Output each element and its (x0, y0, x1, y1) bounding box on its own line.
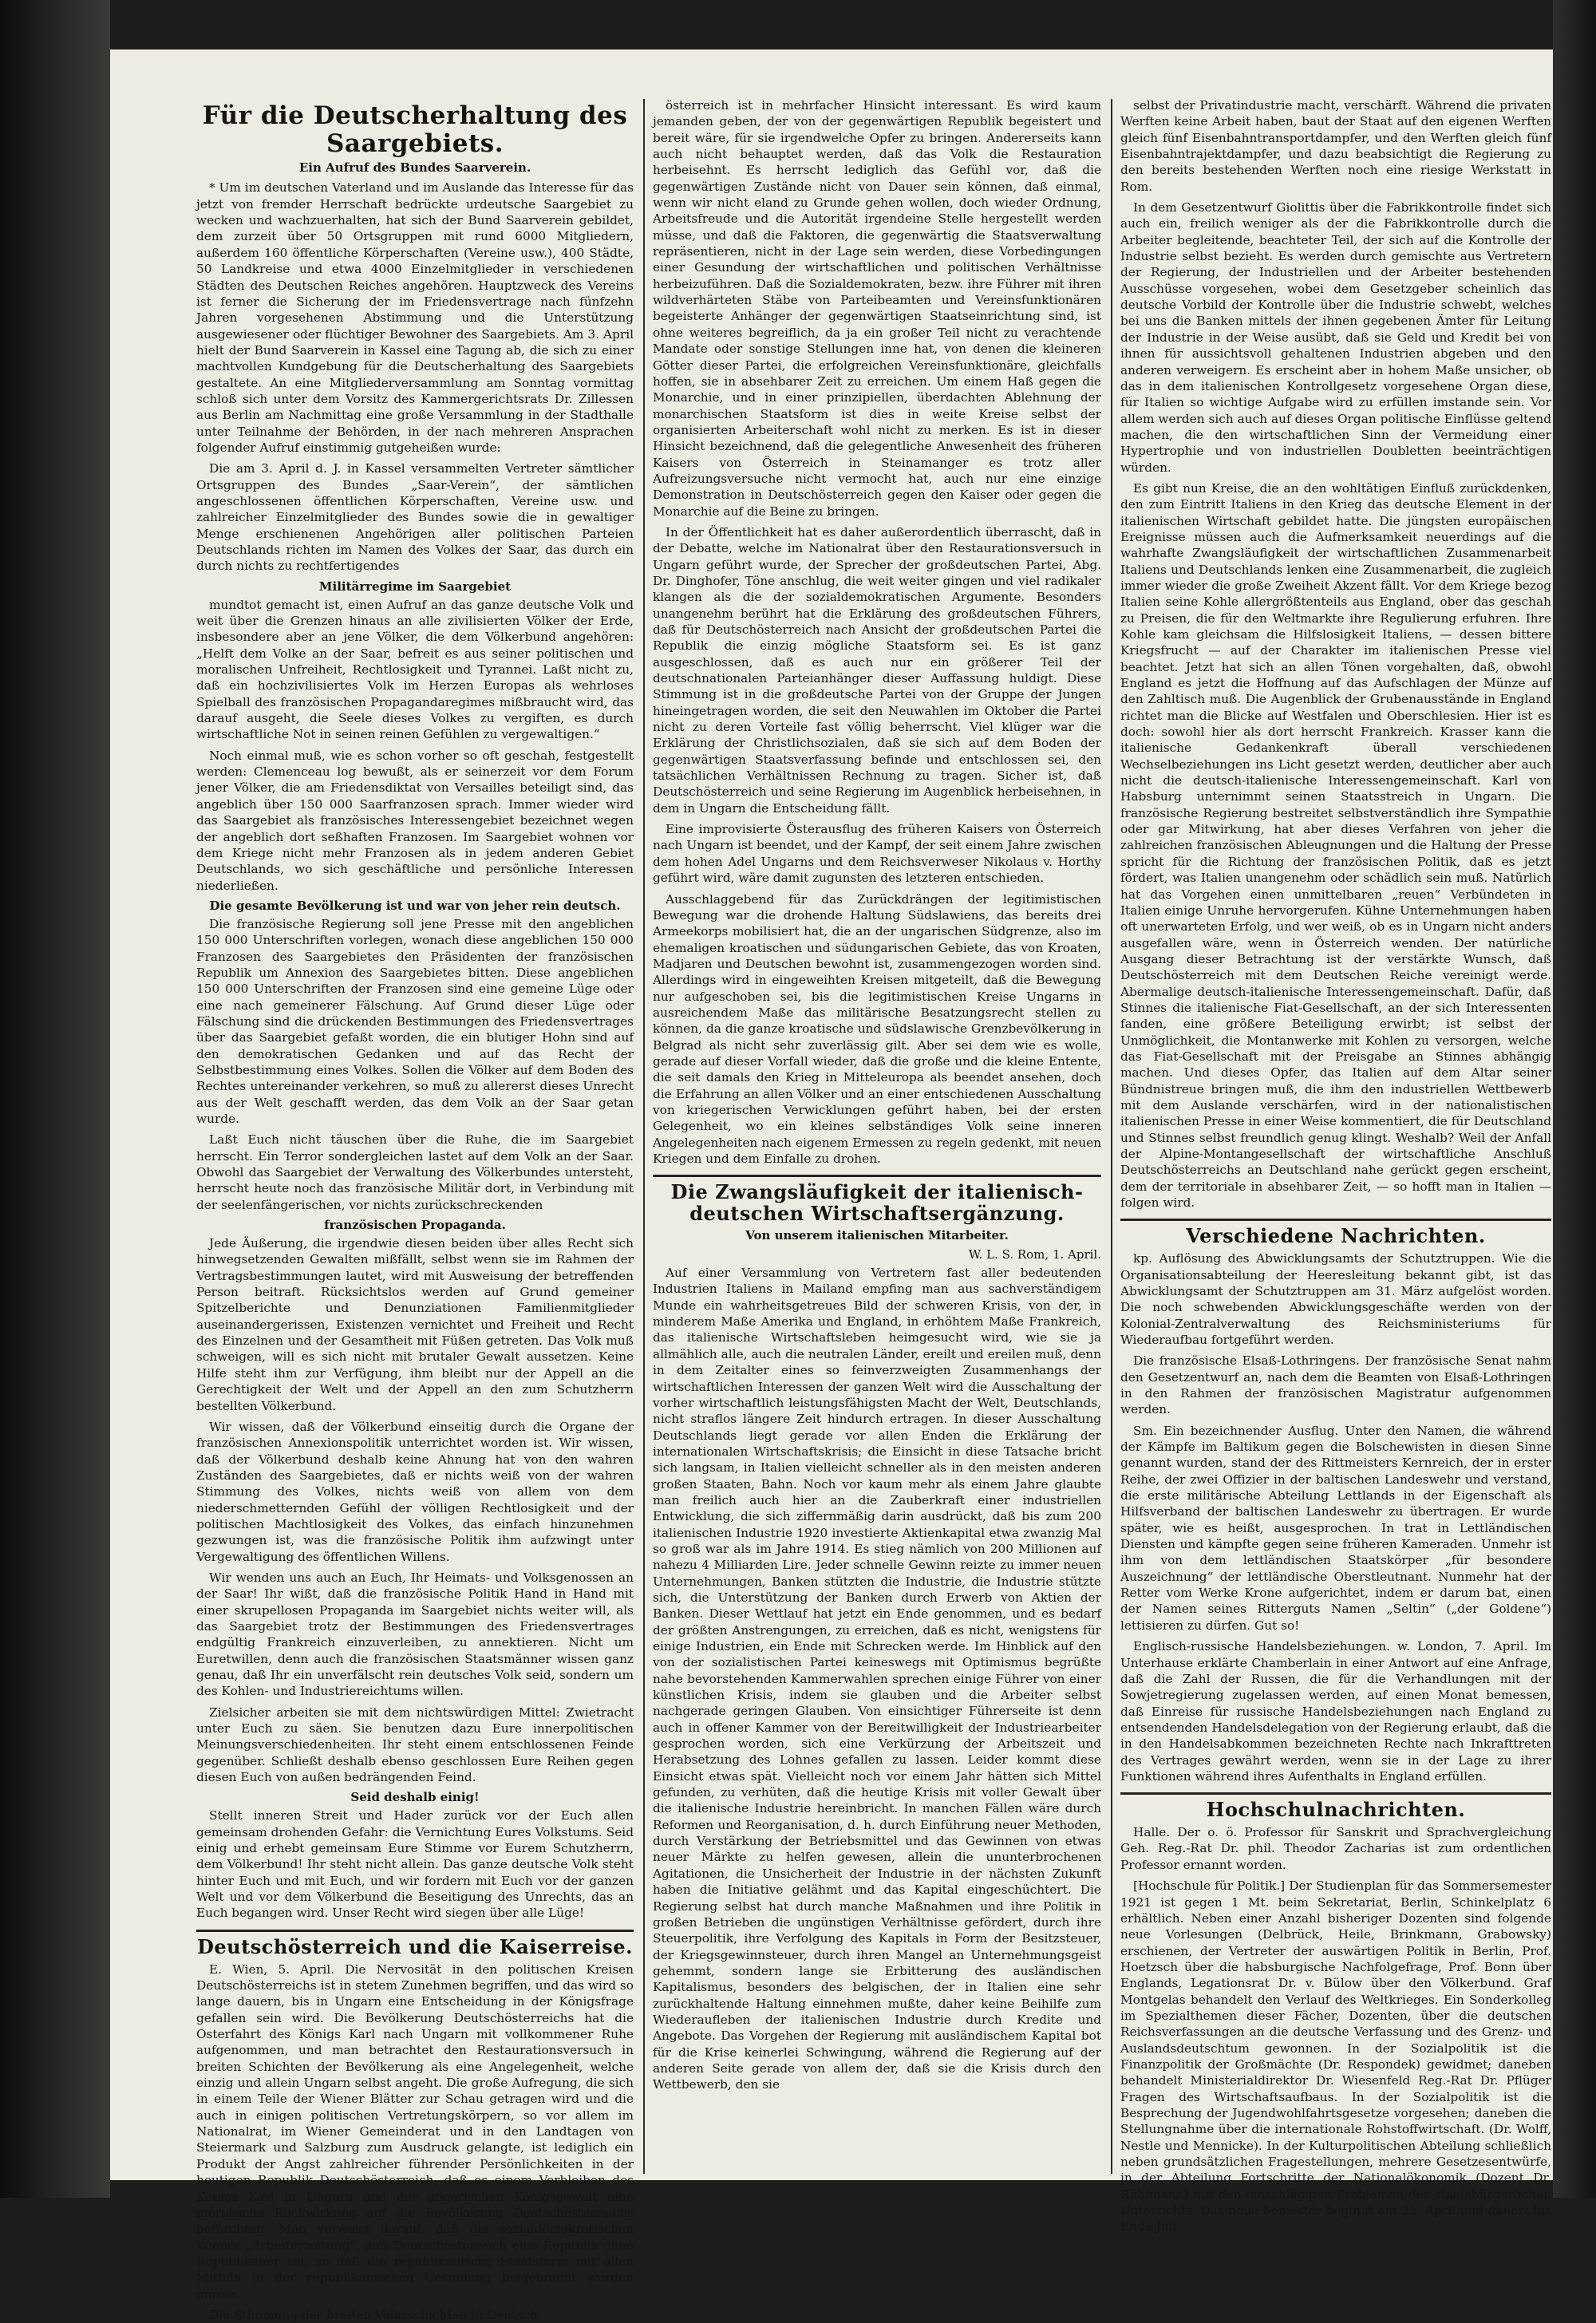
column-2 (653, 97, 1101, 2180)
byline: Von unserem italienischen Mitarbeiter. (745, 1228, 1009, 1243)
newspaper-page (110, 49, 1553, 2322)
headline-nachrichten: Verschiedene Nachrichten. (1186, 1224, 1486, 1248)
column-rule (1111, 99, 1112, 2174)
section-heading: Militärregime im Saargebiet (318, 579, 512, 594)
column-rule (643, 99, 645, 2174)
news-item: Sm. Ein bezeichnender Ausflug. Unter den Namen, die während der Kämpfe im Baltikum gegen die Bolschewisten in diesen Sinne genannt wurden, stand der des Rittmeisters Kernreich, der in erster Reihe, der zwei Offizier in der baltischen Landeswehr und verstand, die erste militärische Abteilung Lettlands in der Eigenschaft als Hilfsverband der baltischen Landeswehr zu übertragen. Er wurde später, wie es heißt, ausgesprochen. In trat in Lettländischen Diensten und kämpfte gegen seine früheren Kameraden. Unmehr ist ihm von dem lettländischen Staatskörper „für besondere Auszeichnung“ der lettländische Oberstleutnant. Nunmehr hat der Retter vom Werke Krone aufgerichtet, indem er darum bat, einen der Namen seines Ritterguts Namen „Seltin“ („der Goldene“) lettisieren zu dürfen. Gut so! (1120, 1423, 1551, 1633)
paragraph: Die am 3. April d. J. in Kassel versammelten Vertreter sämtlicher Ortsgruppen des Bundes „Saar-Verein“, der sämtlichen angeschlossenen öffentlichen Körperschaften, Vereine usw. und zahlreicher Einzelmitglieder des Bundes sowie die in gewaltiger Menge erschienenen Angehörigen aller politischen Parteien Deutschlands richten im Namen des Volkes der Saar, das durch ein durch nichts zu rechtfertigendes (196, 461, 634, 574)
paragraph: Ausschlaggebend für das Zurückdrängen der legitimistischen Bewegung war die drohende Haltung Südslawiens, das bereits drei Armeekorps mobilisiert hat, die an der ungarischen Südgrenze, also im ehemaligen kroatischen und südungarischen Gebiete, das von Kroaten, Madjaren und Deutschen bewohnt ist, zusammengezogen worden sind. Allerdings wird in eingeweihten Kreisen mitgeteilt, daß die Bewegung nur aufgeschoben sei, bis die legitimistischen Kreise Ungarns in ausreichendem Maße das militärische Besatzungsrecht stellen zu können, da die ganze kroatische und südslawische Grenzbevölkerung in Belgrad als nicht sehr zuverlässig gilt. Aber sei dem wie es wolle, gerade auf dieser Vorfall wieder, daß die große und die kleine Entente, die seit damals den Krieg in Mitteleuropa als beendet ansehen, doch die Erfahrung an allen Völker und an einer entschiedenen Ausschaltung von kriegerischen Verwicklungen geführt haben, bei der ersten Gelegenheit, wo ein kleines selbständiges Volk seine inneren Angelegenheiten nach eigenem Ermessen zu regeln gedenkt, mit neuen Kriegen und dem Einfalle zu drohen. (653, 891, 1101, 1166)
headline-saargebiet: Für die Deutscherhaltung des Saargebiets. (202, 101, 628, 158)
subheadline: Ein Aufruf des Bundes Saarverein. (298, 160, 531, 176)
paragraph: Die französische Regierung soll jene Presse mit den angeblichen 150 000 Unterschriften vorlegen, wonach diese angeblichen 150 000 Franzosen des Saargebietes den Präsidenten der französischen Republik um Annexion des Saargebietes bitten. Diese angeblichen 150 000 Unterschriften der Franzosen sind eine gemeine Lüge oder eine nach gemeinerer Fälschung. Auf Grund dieser Lüge oder Fälschung sind die drückenden Bestimmungen des Friedensvertrages über das Saargebiet gefaßt worden, die ein blutiger Hohn sind auf den demokratischen Gedanken und auf das Recht der Selbstbestimmung eines Volkes. Sollen die Völker auf dem Boden des Rechtes untereinander verkehren, so muß zu allererst dieses Unrecht aus der Welt geschafft werden, das dem Volk an der Saar getan wurde. (196, 916, 634, 1126)
paragraph: Zielsicher arbeiten sie mit dem nichtswürdigen Mittel: Zwietracht unter Euch zu säen. Sie benutzen dazu Eure innerpolitischen Meinungsverschiedenheiten. Ihr steht einem entschlossenen Feinde gegenüber. Schließt deshalb ebenso geschlossen Eure Reihen gegen diesen Euch von außen bedrängenden Feind. (196, 1705, 634, 1785)
paragraph: Wir wissen, daß der Völkerbund einseitig durch die Organe der französischen Annexionspolitik unterrichtet worden ist. Wir wissen, daß der Völkerbund deshalb keine Ahnung hat von den wahren Zuständen des Saargebietes, daß er nichts weiß von der wahren Stimmung des Volkes, nichts weiß von allem von dem niederschmetternden Gefühl der völligen Rechtlosigkeit und der politischen Machtlosigkeit des Volkes, das einfach hinzunehmen gezwungen ist, was die französische Politik ihm aufzwingt unter Vergewaltigung des öffentlichen Willens. (196, 1419, 634, 1564)
paragraph: mundtot gemacht ist, einen Aufruf an das ganze deutsche Volk und weit über die Grenzen hinaus an alle zivilisierten Völker der Erde, insbesondere aber an jene Völker, die dem Völkerbund angehören: „Helft dem Volke an der Saar, befreit es aus seiner politischen und moralischen Unfreiheit, Rechtlosigkeit und Tyrannei. Laßt nicht zu, daß ein hochzivilisiertes Volk im Herzen Europas als wehrloses Spielball des französischen Propagandaregimes mißbraucht wird, das darauf ausgeht, die Seele dieses Volkes zu vergiften, es durch wirtschaftliche Not in seinen reinen Gefühlen zu vergewaltigen.“ (196, 597, 634, 742)
paragraph: Laßt Euch nicht täuschen über die Ruhe, die im Saargebiet herrscht. Ein Terror sondergleichen lastet auf dem Volk an der Saar. Obwohl das Saargebiet der Verwaltung des Völkerbundes untersteht, herrscht heute noch das französische Militär dort, in Verbindung mit der seelenfängerischen, vor nichts zurückschreckenden (196, 1132, 634, 1212)
paragraph: Stellt inneren Streit und Hader zurück vor der Euch allen gemeinsam drohenden Gefahr: die Vernichtung Eures Volkstums. Seid einig und erhebt gemeinsam Eure Stimme vor Eurem Schutzherrn, dem Völkerbund! Ihr steht nicht allein. Das ganze deutsche Volk steht hinter Euch und mit Euch, und wir fordern mit Euch vor der ganzen Welt und vor dem Völkerbund die Beseitigung des Unrechts, das an Euch begangen wird. Unser Recht wird siegen über alle Lüge! (196, 1808, 634, 1921)
news-item: kp. Auflösung des Abwicklungsamts der Schutztruppen. Wie die Organisationsabteilung der Heeresleitung bekannt gibt, ist das Abwicklungsamt der Schutztruppen am 31. März aufgelöst worden. Die noch schwebenden Abwicklungsgeschäfte werden von der Kolonial-Zentralverwaltung des Reichsministeriums für Wiederaufbau fortgeführt werden. (1120, 1251, 1551, 1347)
paragraph: E. Wien, 5. April. Die Nervosität in den politischen Kreisen Deutschösterreichs ist in stetem Zunehmen begriffen, und das wird so lange dauern, bis in Ungarn eine Entscheidung in der Königsfrage gefallen sein wird. Die Bevölkerung Deutschösterreichs hat die Osterfahrt des Königs Karl nach Ungarn mit vollkommener Ruhe aufgenommen, und man betrachtet den Restaurationsversuch in breiten Schichten der Bevölkerung als eine Angelegenheit, welche einzig und allein Ungarn selbst angeht. Die große Aufregung, die sich in einem Teile der Wiener Blätter zur Schau getragen wird und die auch in einigen politischen Vertretungskörpern, so vor allem im Nationalrat, im Wiener Gemeinderat und in den Landtagen von Steiermark und Salzburg zum Ausdruck gelangte, ist lediglich ein Produkt der Angst zahlreicher führender Persönlichkeiten in der heutigen Republik Deutschösterreich, daß es einem Verbleiben des Königs Karl in Ungarn und der ungarischen Königsgewalt eine moralische Rückwirkung auf die Bevölkerung Deutschösterreichs befürchten. Man verweist darauf, daß die sozialdemokratischen Wiener „Arbeiterzeitung“, daß Deutschösterreich eine Republik ohne Republikaner sei, so daß die republikanische Staatsform mit allen Mitteln in der republikanischen Gesinnung beigebracht werden müsse. (196, 1962, 634, 2301)
news-item: Halle. Der o. ö. Professor für Sanskrit und Sprachvergleichung Geh. Reg.-Rat Dr. phil. Theodor Zacharias ist zum ordentlichen Professor ernannt worden. (1120, 1825, 1551, 1872)
paragraph: * Um im deutschen Vaterland und im Auslande das Interesse für das jetzt von fremder Herrschaft bedrückte urdeutsche Saargebiet zu wecken und wachzuerhalten, hat sich der Bund Saarverein gebildet, dem zurzeit über 50 Ortsgruppen mit rund 6000 Mitgliedern, außerdem 160 öffentliche Körperschaften (Vereine usw.), 400 Städte, 50 Landkreise und etwa 4000 Einzelmitglieder in verschiedenen Städten des Deutschen Reiches angehören. Hauptzweck des Vereins ist ferner die Sicherung der im Friedensvertrage nach fünfzehn Jahren vorgesehenen Abstimmung und die Unterstützung ausgewiesener oder flüchtiger Bewohner des Saargebiets. Am 3. April hielt der Bund Saarverein in Kassel eine Tagung ab, die sich zu einer machtvollen Kundgebung für die Deutscherhaltung des Saargebiets gestaltete. An eine Mitgliederversammlung am Sonntag vormittag schloß sich unter dem Vorsitz des Kammergerichtsrats Dr. Zillessen aus Berlin am Nachmittag eine große Versammlung in der Stadthalle unter Teilnahme der Behörden, in der nach mehreren Ansprachen folgender Aufruf einstimmig gutgeheißen wurde: (196, 180, 634, 455)
headline-italien: Die Zwangsläufigkeit der italienisch-deutschen Wirtschaftsergänzung. (670, 1180, 1084, 1226)
section-heading: Die gesamte Bevölkerung ist und war von jeher rein deutsch. (209, 898, 621, 913)
book-binding-edge (0, 0, 110, 2198)
paragraph: österreich ist in mehrfacher Hinsicht interessant. Es wird kaum jemanden geben, der von der gegenwärtigen Republik begeistert und bereit wäre, für sie irgendwelche Opfer zu bringen. Andererseits kann auch nicht behauptet werden, daß das Volk die Restauration herbeisehnt. Es herrscht lediglich das Gefühl vor, daß die gegenwärtigen Zustände nicht von Dauer sein können, daß einmal, wenn wir nicht eland zu Grunde gehen wollen, doch wieder Ordnung, Arbeitsfreude und die Autorität irgendeine Stelle hergestellt werden müsse, und daß die Faktoren, die gegenwärtig die Staatsverwaltung repräsentieren, nicht in der Lage sein werden, diese Vorbedingungen einer Gesundung der wirtschaftlichen und politischen Verhältnisse herbeizuführen. Daß die Sozialdemokraten, bezw. ihre Führer mit ihren wildverhärteten Stäbe von Parteibeamten und Vereinsfunktionären begeisterte Anhänger der gegenwärtigen Staatseinrichtung sind, ist ohne weiteres begreiflich, da ja ein großer Teil nicht zu verachtende Mandate oder sonstige Stellungen inne hat, von denen die kleineren Götter dieser Partei, die erfolgreichen Vereinsfunktionäre, gleichfalls hoffen, sie in absehbarer Zeit zu erreichen. Um einem Haß gegen die Monarchie, und in einer prinzipiellen, überdachten Ablehnung der monarchischen Staatsform ist dies in weite Kreise selbst der organisierten Arbeiterschaft wohl nicht zu merken. Es ist in dieser Hinsicht bezeichnend, daß die gelegentliche Anwesenheit des früheren Kaisers von Österreich in Steinamanger es trotz aller Aufreizungsversuche nicht vermocht hat, auch nur eine einzige Demonstration in Deutschösterreich gegen den Kaiser oder gegen die Monarchie auf die Beine zu bringen. (653, 98, 1101, 519)
paragraph: Noch einmal muß, wie es schon vorher so oft geschah, festgestellt werden: Clemenceau log bewußt, als er seinerzeit vor dem Forum jener Völker, die am Friedensdiktat von Versailles beteiligt sind, das angeblich über 150 000 Saarfranzosen sprach. Immer wieder wird das Saargebiet als französisches Interessengebiet bezeichnet wegen der angeblich dort seßhaften Franzosen. Im Saargebiet wohnen vor dem Kriege nicht mehr Franzosen als in jedem anderen Gebiet Deutschlands, wo sich geschäftliche und persönliche Interessen niederließen. (196, 748, 634, 893)
article-separator (196, 1930, 634, 1932)
section-heading: französischen Propaganda. (324, 1218, 506, 1233)
paragraph: Eine improvisierte Österausflug des früheren Kaisers von Österreich nach Ungarn ist beendet, und der Kampf, der seit einem Jahre zwischen dem hohen Adel Ungarns und dem Reichsverweser Nikolaus v. Horthy geführt wird, wäre damit zugunsten des letzteren entschieden. (653, 822, 1101, 886)
headline-deutschoesterreich: Deutschösterreich und die Kaiserreise. (197, 1934, 633, 1958)
paragraph: Jede Äußerung, die irgendwie diesen beiden über alles Recht sich hinwegsetzenden Gewalten mißfällt, selbst wenn sie im Rahmen der Vertragsbestimmungen lautet, wird mit Ausweisung der betreffenden Person beitraft. Rücksichtslos werden auf Grund gemeiner Spitzelberichte und Denunziationen Familienmitglieder auseinandergerissen, Existenzen vernichtet und Freiheit und Recht des Einzelnen und der Gesamtheit mit Füßen getreten. Das Volk muß schweigen, will es sich nicht mit brutaler Gewalt aussetzen. Keine Hilfe steht ihm zur Verfügung, ihm bleibt nur der Appell an die Gerechtigkeit der Welt und der Appell an den zum Schutzherrn bestellten Völkerbund. (196, 1236, 634, 1413)
column-1 (196, 97, 634, 2322)
article-separator (1120, 1219, 1551, 1221)
news-item: Die französische Elsaß-Lothringens. Der französische Senat nahm den Gesetzentwurf an, nach dem die Beamten von Elsaß-Lothringen in den Rahmen der französischen Magistratur aufgenommen werden. (1120, 1353, 1551, 1417)
headline-hochschul: Hochschulnachrichten. (1206, 1798, 1466, 1822)
paragraph: Wir wenden uns auch an Euch, Ihr Heimats- und Volksgenossen an der Saar! Ihr wißt, daß die französische Politik Hand in Hand mit einer skrupellosen Propaganda im Saargebiet nichts weiter will, als das Saargebiet trotz der Bestimmungen des Friedensvertrages endgültig Frankreich einzuverleiben, zu annektieren. Nicht um Euretwillen, denn auch die französischen Staatsmänner wissen ganz genau, daß Ihr ein unverfälscht rein deutsches Volk seid, sondern um des Kohlen- und Industriereichtums willen. (196, 1570, 634, 1699)
article-separator (1120, 1792, 1551, 1795)
paragraph: Die Stimmung der breiten Volksschichten in Deutsch- (209, 2307, 542, 2322)
paragraph: selbst der Privatindustrie macht, verschärft. Während die privaten Werften keine Arbeit haben, baut der Staat auf den eigenen Werften gleich fünf Eisenbahntransportdampfer, und den Werften gleich fünf Eisenbahntrajektdampfer, und dazu beabsichtigt die Regierung zu den bereits bestehenden Werften noch eine riesige Werkstatt in Rom. (1120, 98, 1551, 194)
paragraph: Es gibt nun Kreise, die an den wohltätigen Einfluß zurückdenken, den zum Eintritt Italiens in den Krieg das deutsche Element in der italienischen Wirtschaft gebildet hatte. Die jüngsten europäischen Ereignisse müssen auch die Aufmerksamkeit neuerdings auf die wahrhafte Zwangsläufigkeit der wirtschaftlichen Zusammenarbeit Italiens und Deutschlands lenken eine Zusammenarbeit, die zugleich immer wieder die große Zweiheit Akzent fällt. Vor dem Kriege bezog Italien seine Kohle allergrößtenteils aus England, ober das geschah zu Preisen, die für den Weltmarkte ihre Regulierung erfuhren. Ihre Kohle kam gleichsam die Hilfslosigkeit Italiens, — dessen bittere Kriegsfrucht — auf der Charakter im italienischen Presse viel beachtet. Jetzt hat sich an allen Tönen vorgehalten, daß, obwohl England es jetzt die Hoffnung auf das Aufschlagen der Münze auf den Zahltisch muß. Die Augenblick der Grubenausstände in England richtet man die Blicke auf Westfalen und Oberschlesien. Hier ist es doch: sowohl hier als dort herrscht Frankreich. Krasser kann die italienische Gedankenkraft überall verschiedenen Wechselbeziehungen ins Licht gesetzt werden, deutlicher aber auch nicht die deutsch-italienische Interessengemeinschaft. Karl von Habsburg unternimmt seinen Staatsstreich in Ungarn. Die französische Regierung bestreitet selbstverständlich ihre Sympathie oder gar Mitwirkung, hat aber dieses Verfahren von jeher die zahlreichen französischen Ableugnungen und die Haltung der Presse spricht für die Richtung der französischen Politik, daß es jetzt fördert, was Italien unangenehm oder schädlich sein muß. Natürlich hat das Vorgehen einen unmittelbaren „reuen“ Verbündeten in Italien einige Unruhe hervorgerufen. Kühne Unternehmungen haben oft unerwarteten Erfolg, und wer weiß, ob es in Ungarn nicht anders ausgefallen wäre, wenn in Österreich wenden. Der natürliche Ausgang dieser Betrachtung ist der verstärkte Wunsch, daß Deutschösterreich mit dem Deutschen Reiche vereinigt werde. Abermalige deutsch-italienische Interessengemeinschaft. Dafür, daß Stinnes die italienische Fiat-Gesellschaft, an der sich Interessenten fanden, eine größere Beteiligung erwirbt; ist selbst der Unmöglichkeit, die Montanwerke mit Kohlen zu versorgen, welche das Fiat-Gesellschaft mit der Preisgabe an Stinnes abhängig machen. Und dieses Opfer, das Italien auf dem Altar seiner Bündnistreue bringen muß, die ihm den industriellen Wettbewerb mit dem Auslande verschärfen, wird in der nationalistischen italienischen Presse in einer Weise kommentiert, die für Deutschland und Stinnes selbst freundlich genug klingt. Weshalb? Weil der Anfall der Alpine-Montangesellschaft der wirtschaftliche Anschluß Deutschösterreichs an Deutschland nahe gerückt gegen erscheint, dem der territoriale in absehbarer Zeit, — so hofft man in Italien — folgen wird. (1120, 480, 1551, 1211)
section-heading: Seid deshalb einig! (350, 1790, 480, 1805)
page-edge-shadow (1553, 0, 1596, 2198)
column-3 (1120, 97, 1551, 2234)
news-item: Englisch-russische Handelsbeziehungen. w. London, 7. April. Im Unterhause erklärte Chamberlain in einer Antwort auf eine Anfrage, daß die Zahl der Russen, die für die Verhandlungen mit der Sowjetregierung zugelassen werden, auf einen Monat bemessen, daß Einreise für russische Handelsbeziehungen nach England zu entsendenden Handelsdelegation von der Regierung erlaubt, daß die in den Handelsabkommen bezeichneten Rechte nach Inkrafttreten des Vertrages gewährt werden, wenn sie in der Lage zu ihrer Funktionen während ihres Aufenthalts in England erfüllen. (1120, 1639, 1551, 1784)
paragraph: In der Öffentlichkeit hat es daher außerordentlich überrascht, daß in der Debatte, welche im Nationalrat über den Restaurationsversuch in Ungarn geführt wurde, der Sprecher der großdeutschen Partei, Abg. Dr. Dinghofer, Töne anschlug, die weit weiter gingen und viel radikaler klangen als die der sozialdemokratischen Argumente. Besonders unangenehm berührt hat die Erklärung des großdeutschen Führers, daß für Deutschösterreich nach Ansicht der großdeutschen Partei die Republik die einzig mögliche Staatsform sei. Es ist ganz ausgeschlossen, daß es auch nur ein größerer Teil der deutschnationalen Parteianhänger dieser Auffassung huldigt. Diese Stimmung ist in die großdeutsche Partei von der Gruppe der Jungen hineingetragen worden, die seit den Neuwahlen im Oktober die Partei nicht zu deren Vorteile fast völlig beherrscht. Viel klüger war die Erklärung der Christlichsozialen, daß sie sich auf dem Boden der gegenwärtigen Staatsverfassung befinde und entschlossen sei, den tatsächlichen Verhältnissen Rechnung zu tragen. Sicher ist, daß Deutschösterreich und seine Regierung im Augenblick herbeisehnen, in dem in Ungarn die Entscheidung fällt. (653, 524, 1101, 816)
dateline: W. L. S. Rom, 1. April. (968, 1247, 1101, 1262)
news-item: [Hochschule für Politik.] Der Studienplan für das Sommersemester 1921 ist gegen 1 Mt. beim Sekretariat, Berlin, Schinkelplatz 6 erhältlich. Neben einer Anzahl bisheriger Dozenten sind folgende neue Vorlesungen (Delbrück, Heile, Brinkmann, Grabowsky) erschienen, der Vertreter der auswärtigen Politik in Berlin, Prof. Hoetzsch über die habsburgische Nachfolgefrage, Prof. Bonn über Englands, Legationsrat Dr. v. Bülow über den Völkerbund. Graf Montgelas behandelt den Verlauf des Weltkrieges. Ein Sonderkolleg im Spezialthemen dieser Fächer, Dozenten, über die deutschen Reichsverfassungen an die deutsche Verfassung und des Grenz- und Auslandsdeutschtum gewonnen. In der Sozialpolitik ist die Finanzpolitik der Großmächte (Dr. Respondek) gewidmet; daneben behandelt Ministerialdirektor Dr. Wiesenfeld Reg.-Rat Dr. Pflüger Fragen des Wirtschaftsaufbaus. In der Sozialpolitik ist die Besprechung der Jugendwohlfahrtsgesetze vorgesehen; daneben die Stellungnahme über die internationale Rohstoffwirtschaft. (Dr. Wolff, Nestle und Mennicke). In der Kulturpolitischen Abteilung schließlich neben grundsätzlichen Fragestellungen, mehrere Gesetzesentwürfe, in der Abteilung Fortschritte der Nationalökonomik (Dozent Dr. Rühlmann) mit den einschlägigen Problemen des staatsbürgerlichen Unterrichts. Das neue Semester beginnt am 25. April und dauert bis Ende Juli. (1120, 1879, 1551, 2234)
article-separator (653, 1175, 1101, 1177)
paragraph: In dem Gesetzentwurf Giolittis über die Fabrikkontrolle findet sich auch ein, freilich weniger als der die Fabrikkontrolle durch die Arbeiter begleitende, beachteter Teil, der sich auf die Kontrolle der Industrie selbst bezieht. Es werden durch gemischte aus Vertretern der Regierung, der Industriellen und der Arbeiter bestehenden Ausschüsse vorgesehen, wobei dem Gesetzgeber scheinlich das deutsche Vorbild der Kontrolle über die Industrie schwebt, welches bei uns die Banken mittels der ihnen gegebenen Ämter für Leitung der Industrie in der Weise ausübt, daß sie Geld und Kredit bei von ihnen für aussichtsvoll gehaltenen Industrien abgeben und den anderen verweigern. Es erscheint aber in hohem Maße unsicher, ob das in dem italienischen Kontrollgesetz vorgesehene Organ diese, für Italien so wichtige Aufgabe wird zu erfüllen imstande sein. Vor allem werden sich auch auf dieses Organ politische Einflüsse geltend machen, die den wirtschaftlichen Sinn der Vermeidung einer Hypertrophie und von industriellen Doubletten beeinträchtigen würden. (1120, 200, 1551, 475)
paragraph: Auf einer Versammlung von Vertretern fast aller bedeutenden Industrien Italiens in Mailand empfing man aus sachverständigem Munde ein wahrheitsgetreues Bild der schweren Krisis, von der, in minderem Maße Amerika und England, in erhöhtem Maße Frankreich, das italienische Wirtschaftsleben heimgesucht wird, wie sie ja allmählich alle, auch die neutralen Länder, ereilt und ereilen muß, denn in dem Zeitalter eines so feinverzweigten Zusammenhangs der wirtschaftlichen Interessen der ganzen Welt wird die Ausschaltung der vorher wirtschaftlich leistungsfähigsten Macht der Welt, Deutschlands, nicht straflos längere Zeit hindurch ertragen. In dieser Ausschaltung Deutschlands liegt gerade vor allen Enden die Erklärung der internationalen Wirtschaftskrisis; die Einsicht in diese Tatsache bricht sich langsam, in Italien vielleicht schneller als in den meisten anderen großen Staaten, Bahn. Noch vor kaum mehr als einem Jahre glaubte man freilich auch hier an die Zauberkraft einer industriellen Entwicklung, die sich ziffernmäßig darin ausdrückt, daß bis zum 200 italienischen Industrie 1920 investierte Aktienkapital etwa zwanzig Mal so groß war als im Jahre 1914. Es stieg nämlich von 200 Millionen auf nahezu 4 Milliarden Lire. Jeder schnelle Gewinn reizte zu immer neuen Unternehmungen, Banken stützten die Industrie, die Industrie stützte sich, die Unterstützung der Banken durch Erwerb von Aktien der Banken. Dieser Wettlauf hat jetzt ein Ende genommen, und es bedarf der größten Anstrengungen, zu erreichen, daß es nicht, wenigstens für einige Industrien, ein Ende mit Schrecken werde. Im Hinblick auf den von der sozialistischen Partei keineswegs mit Optimismus begrüßte nahe bevorstehenden Kammerwahlen sprechen einige Führer von einer künstlichen Krisis, indem sie glauben und die Arbeiter selbst nachgerade geringen Glauben. Von einsichtiger Führerseite ist denn auch in offener Kammer von der Bereitwilligkeit der Industriearbeiter gesprochen worden, sich eine Verkürzung der Arbeitszeit und Herabsetzung des Lohnes gefallen zu lassen. Leider kommt diese Einsicht etwas spät. Vielleicht noch vor einem Jahr hätten sich Mittel gefunden, zu verhüten, daß die heutige Krisis mit voller Gewalt über die italienische Industrie hereinbricht. In manchen Fällen wäre durch Reformen und Reorganisation, d. h. durch Einführung neuer Methoden, durch Verstärkung der Betriebsmittel und das Gewinnen von etwas neuer Märkte zu helfen gewesen, allein die ununterbrochenen Agitationen, die Unsicherheit der Industrie in der nächsten Zukunft haben die Initiative gelähmt und das Kapital eingeschüchtert. Die Regierung selbst hat durch manche Maßnahmen und ihre Politik in großen Betrieben die ungünstigen Verhältnisse gefördert, durch ihre Steuerpolitik, ihre Verfolgung des Kapitals in Form der Besitzsteuer, der Kriegsgewinnsteuer, durch ihren Mangel an Unternehmungsgeist gehemmt, sondern lange sie Erbitterung des ausländischen Kapitalismus, besonders des belgischen, der in Italien eine sehr zurückhaltende Haltung einnehmen mußte, daher keine Beihilfe zum Wiederaufleben der italienischen Industrie durch Kredite und Angebote. Das Vorgehen der Regierung mit ausländischem Kapital bot für die Krise keinerlei Schwingung, während die Regierung auf der anderen Seite gerade von allem der, daß sie die Krisis durch den Wettbewerb, den sie (653, 1266, 1101, 2092)
